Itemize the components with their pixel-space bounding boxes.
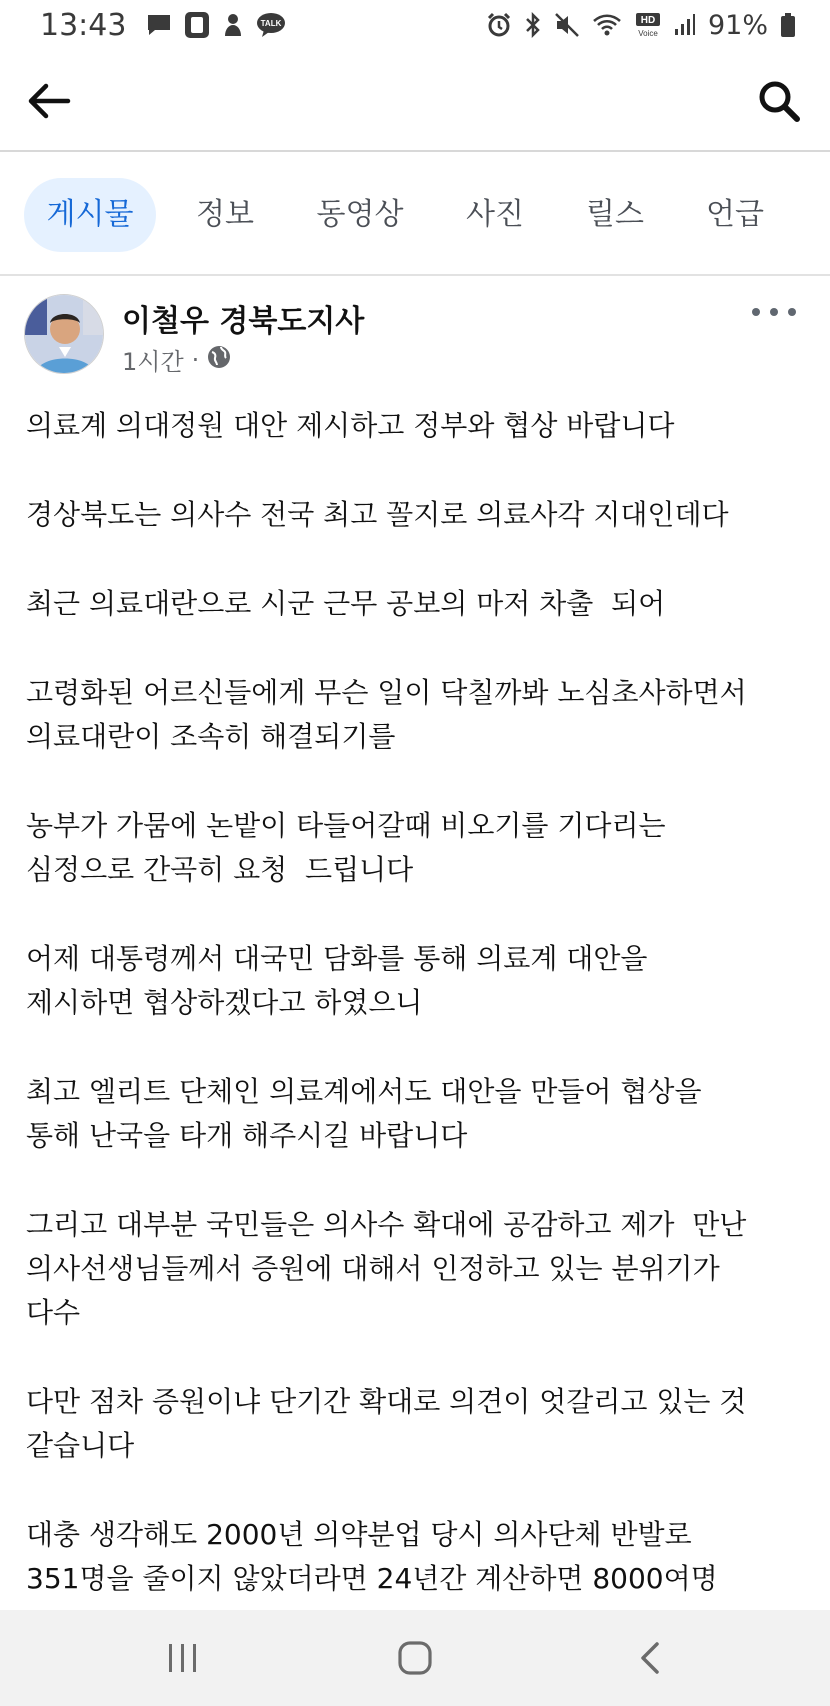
clip-icon — [222, 12, 244, 38]
recent-apps-button[interactable] — [163, 1638, 203, 1678]
back-button[interactable] — [24, 76, 74, 126]
status-time: 13:43 — [40, 7, 127, 43]
mute-icon — [554, 12, 580, 38]
tab-posts[interactable]: 게시물 — [24, 178, 156, 252]
post-paragraph: 다만 점차 증원이냐 단기간 확대로 의견이 엇갈리고 있는 것 같습니다 — [26, 1385, 747, 1462]
message-icon — [146, 13, 172, 37]
tab-about[interactable]: 정보 — [196, 197, 254, 232]
post-header — [0, 276, 830, 386]
tab-reels[interactable]: 릴스 — [586, 197, 644, 232]
post-paragraph: 경상북도는 의사수 전국 최고 꼴지로 의료사각 지대인데다 — [26, 498, 729, 531]
system-navigation-bar — [0, 1610, 830, 1706]
post-paragraph: 농부가 가뭄에 논밭이 타들어갈때 비오기를 기다리는 심정으로 간곡히 요청 드립니다 — [26, 809, 666, 886]
battery-percent: 91% — [707, 9, 768, 41]
globe-icon — [207, 345, 231, 375]
more-dot-icon — [770, 308, 778, 316]
tab-photos[interactable]: 사진 — [466, 197, 524, 232]
recent-apps-icon — [166, 1642, 200, 1674]
hd-voice-icon — [634, 12, 662, 38]
author-name[interactable]: 이철우 경북도지사 — [122, 304, 365, 339]
post-paragraph: 최고 엘리트 단체인 의료계에서도 대안을 만들어 협상을 통해 난국을 타개 해주시길 바랍니다 — [26, 1075, 702, 1152]
meta-separator: · — [191, 345, 200, 374]
post-paragraph: 의료계 의대정원 대안 제시하고 정부와 협상 바랍니다 — [26, 409, 675, 442]
bluetooth-icon — [524, 12, 542, 38]
more-options-button[interactable] — [752, 300, 796, 324]
post-body — [26, 404, 806, 1646]
post-meta — [122, 342, 231, 377]
battery-icon — [780, 12, 796, 38]
tab-mentions[interactable]: 언급 — [706, 197, 764, 232]
post-paragraph: 그리고 대부분 국민들은 의사수 확대에 공감하고 제가 만난 의사선생님들께서 증원에 대해서 인정하고 있는 분위기가 다수 — [26, 1208, 747, 1329]
post-paragraph: 어제 대통령께서 대국민 담화를 통해 의료계 대안을 제시하면 협상하겠다고 하였으니 — [26, 942, 648, 1019]
talk-icon — [256, 12, 286, 38]
nav-back-icon — [637, 1640, 663, 1676]
search-button[interactable] — [754, 76, 804, 126]
post-paragraph: 최근 의료대란으로 시군 근무 공보의 마저 차출 되어 — [26, 587, 666, 620]
home-icon — [397, 1640, 433, 1676]
status-bar-right — [486, 10, 796, 41]
hd-label: HD — [640, 15, 656, 26]
post-time[interactable]: 1시간 — [122, 348, 184, 376]
avatar[interactable] — [24, 294, 104, 374]
profile-tabs — [0, 152, 830, 276]
talk-icon-label: TALK — [261, 19, 282, 28]
status-bar-left — [40, 8, 286, 43]
tab-videos[interactable]: 동영상 — [316, 197, 404, 232]
alarm-icon — [486, 12, 512, 38]
wifi-icon — [592, 13, 622, 37]
back-arrow-icon — [26, 81, 72, 121]
post-paragraph: 대충 생각해도 2000년 의약분업 당시 의사단체 반발로 351명을 줄이지 않았더라면 24년간 계산하면 8000여명 — [26, 1518, 718, 1595]
nav-back-button[interactable] — [630, 1638, 670, 1678]
top-app-bar — [0, 50, 830, 152]
voice-label: Voice — [638, 29, 658, 38]
status-bar — [0, 0, 830, 50]
more-dot-icon — [752, 308, 760, 316]
search-icon — [757, 79, 801, 123]
phone-app-icon — [184, 11, 210, 39]
post-paragraph: 고령화된 어르신들에게 무슨 일이 닥칠까봐 노심초사하면서 의료대란이 조속히 해결되기를 — [26, 676, 747, 753]
home-button[interactable] — [395, 1638, 435, 1678]
signal-icon — [674, 13, 696, 37]
more-dot-icon — [788, 308, 796, 316]
